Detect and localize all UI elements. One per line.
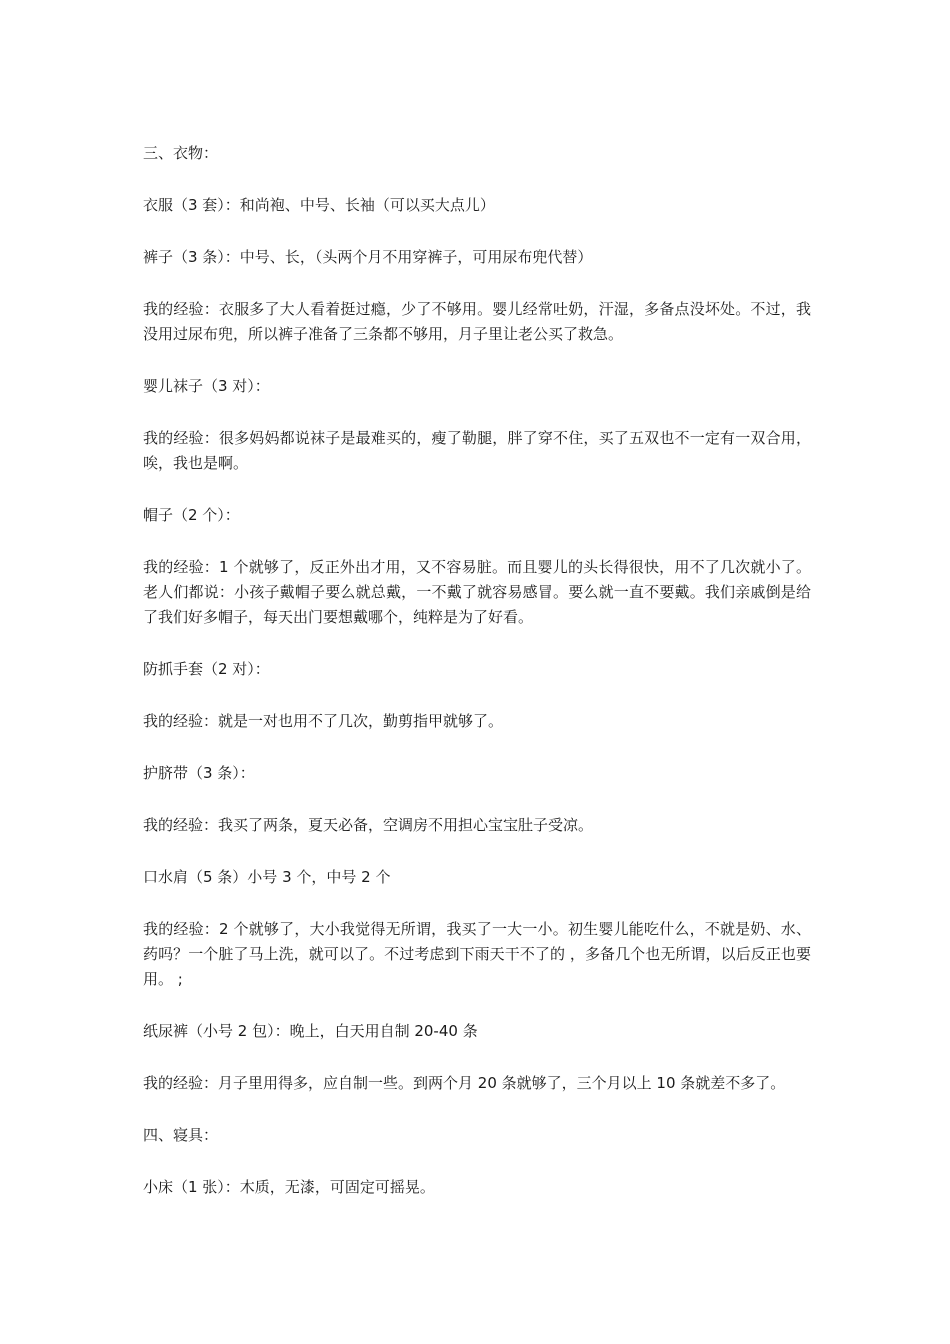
item-diapers: 纸尿裤（小号 2 包）：晚上，白天用自制 20-40 条	[143, 1022, 478, 1040]
experience-navel-band: 我的经验：我买了两条，夏天必备，空调房不用担心宝宝肚子受凉。	[143, 816, 594, 834]
item-hats: 帽子（2 个）：	[143, 506, 240, 524]
experience-mittens: 我的经验：就是一对也用不了几次，勤剪指甲就够了。	[143, 712, 504, 730]
experience-hats: 我的经验：1 个就够了，反正外出才用，又不容易脏。而且婴儿的头长得很快，用不了几次就小了。老人们都说：小孩子戴帽子要么就总戴，一不戴了就容易感冒。要么就一直不要戴。我们亲戚倒是给了我们好多帽子，每天出门要想戴哪个，纯粹是为了好看。	[143, 558, 811, 626]
section-heading-clothing: 三、衣物：	[143, 144, 219, 162]
item-crib: 小床（1 张）：木质，无漆，可固定可摇晃。	[143, 1178, 435, 1196]
experience-socks: 我的经验：很多妈妈都说袜子是最难买的，瘦了勒腿，胖了穿不住，买了五双也不一定有一双合用，唉，我也是啊。	[143, 429, 811, 472]
item-pants: 裤子（3 条）：中号、长，（头两个月不用穿裤子，可用尿布兜代替）	[143, 248, 593, 266]
experience-diapers: 我的经验：月子里用得多，应自制一些。到两个月 20 条就够了，三个月以上 10 条就差不多了。	[143, 1074, 786, 1092]
item-navel-band: 护脐带（3 条）：	[143, 764, 255, 782]
item-clothes: 衣服（3 套）：和尚袍、中号、长袖（可以买大点儿）	[143, 196, 495, 214]
item-socks: 婴儿袜子（3 对）：	[143, 377, 270, 395]
item-bibs: 口水肩（5 条）小号 3 个，中号 2 个	[143, 868, 391, 886]
experience-clothes: 我的经验：衣服多了大人看着挺过瘾，少了不够用。婴儿经常吐奶，汗湿，多备点没坏处。不过，我没用过尿布兜，所以裤子准备了三条都不够用，月子里让老公买了救急。	[143, 300, 811, 343]
experience-bibs: 我的经验：2 个就够了，大小我觉得无所谓，我买了一大一小。初生婴儿能吃什么，不就是奶、水、药吗？一个脏了马上洗，就可以了。不过考虑到下雨天干不了的 ，多备几个也无所谓，以后反正也要用。 ;	[143, 920, 811, 988]
section-heading-bedding: 四、寝具：	[143, 1126, 219, 1144]
item-mittens: 防抓手套（2 对）：	[143, 660, 270, 678]
document-body	[143, 141, 811, 1227]
